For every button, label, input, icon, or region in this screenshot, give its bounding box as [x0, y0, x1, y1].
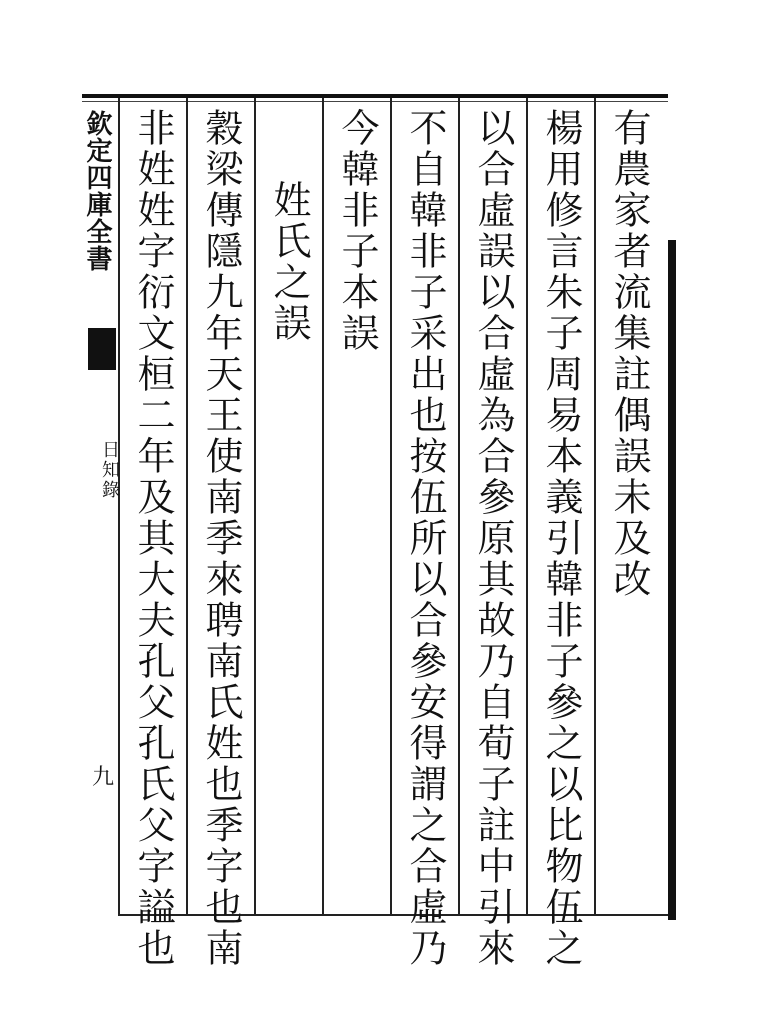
text-column: 非姓姓字衍文桓二年及其大夫孔父孔氏父字謚也	[131, 108, 175, 969]
text-column: 穀梁傳隱九年天王使南季來聘南氏姓也季字也南	[199, 108, 243, 969]
text-column: 楊用修言朱子周易本義引韓非子參之以比物伍之	[539, 108, 583, 969]
text-column: 以合虛誤以合虛為合參原其故乃自荀子註中引來	[471, 108, 515, 969]
column-rule	[594, 98, 596, 916]
page-number: 九	[92, 765, 115, 790]
text-column: 今韓非子本誤	[335, 108, 379, 354]
column-rule	[322, 98, 324, 916]
book-title: 欽定四庫全書	[82, 110, 112, 272]
column-rule	[390, 98, 392, 916]
column-rule	[254, 98, 256, 916]
column-rule	[526, 98, 528, 916]
page-frame-top-border	[82, 94, 668, 98]
column-rule	[186, 98, 188, 916]
page-frame-right-border	[668, 240, 676, 920]
text-column: 不自韓非子采出也按伍所以合參安得謂之合虛乃	[403, 108, 447, 969]
fish-tail-mark	[88, 328, 116, 370]
page-frame-top-inner-border	[82, 101, 668, 102]
column-rule	[118, 98, 120, 916]
text-column: 有農家者流集註偶誤未及改	[607, 108, 651, 600]
column-rule	[458, 98, 460, 916]
section-heading: 姓氏之誤	[267, 180, 311, 344]
book-subtitle: 日知錄	[99, 440, 120, 500]
